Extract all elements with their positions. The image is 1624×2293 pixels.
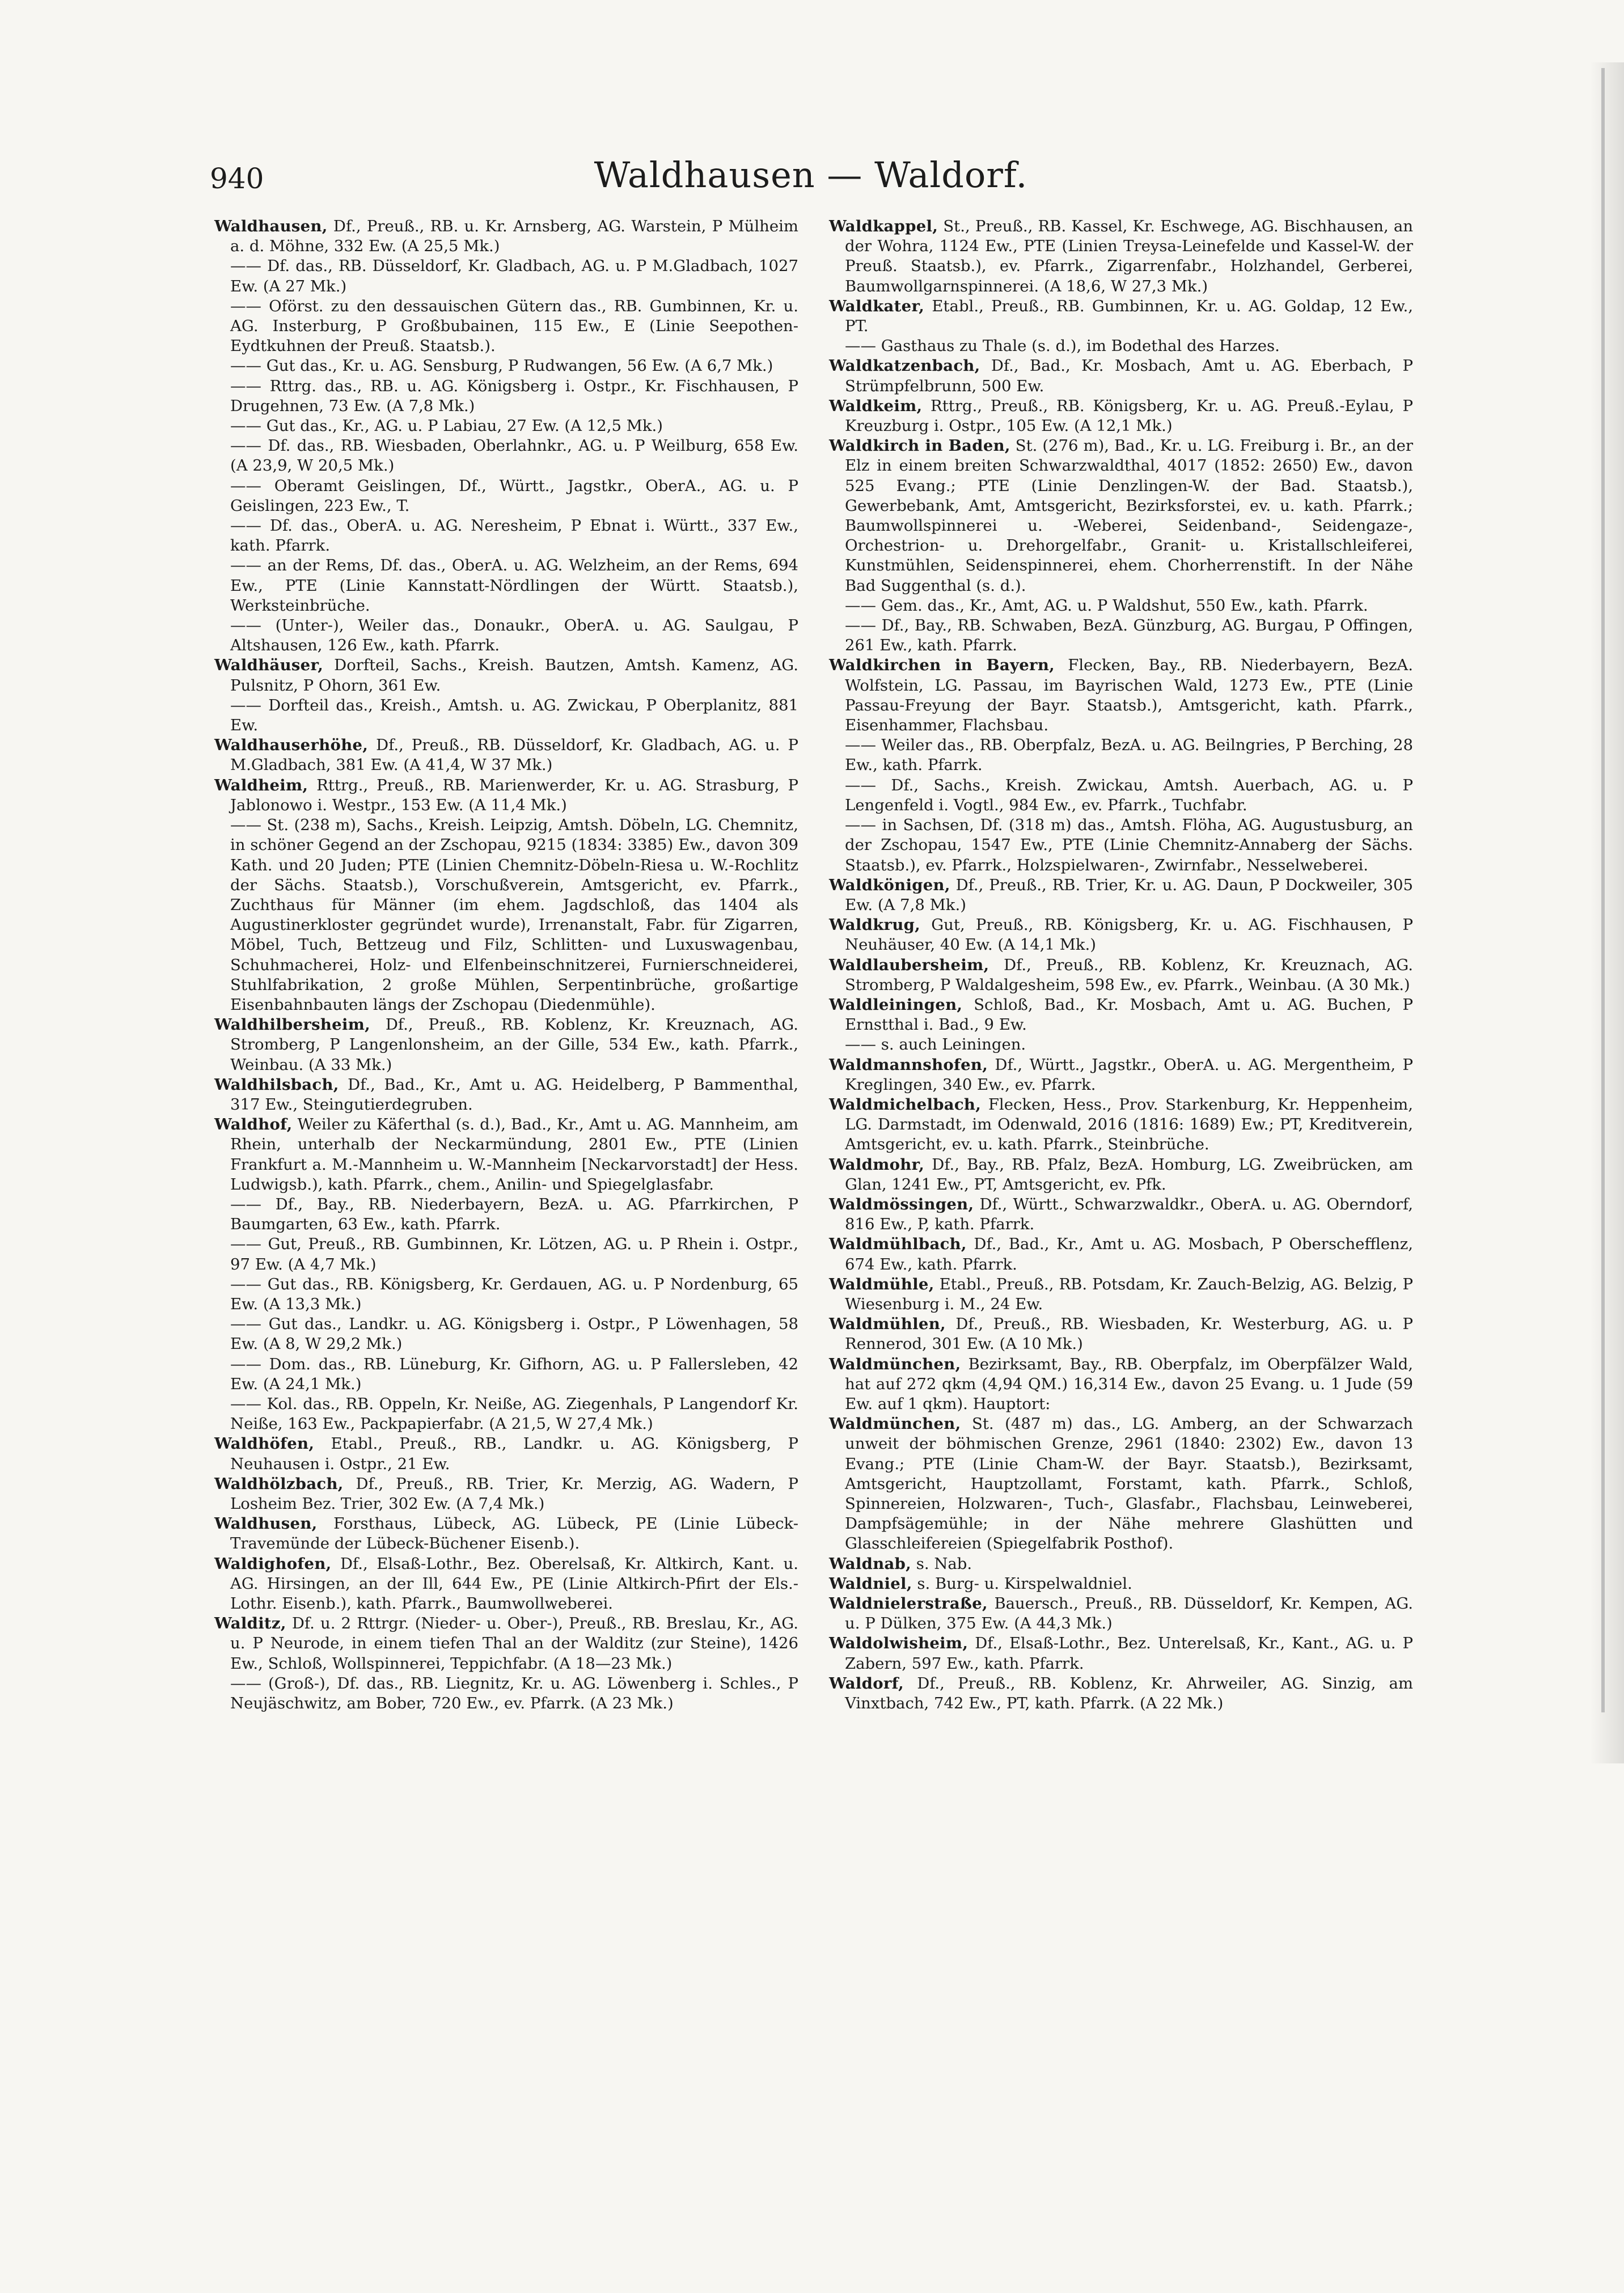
entry-headword: Waldhilbersheim,	[214, 1016, 370, 1034]
entry-headword: Waldmössingen,	[829, 1195, 974, 1213]
gazetteer-entry	[214, 735, 798, 775]
entry-text: —— Df. das., RB. Düsseldorf, Kr. Gladbach, AG. u. P M.Gladbach, 1027 Ew. (A 27 Mk.)	[230, 257, 798, 295]
entry-text: —— Oberamt Geislingen, Df., Württ., Jagstkr., OberA., AG. u. P Geislingen, 223 Ew., T.	[230, 476, 798, 515]
gazetteer-entry	[829, 1314, 1413, 1354]
entry-headword: Walditz,	[214, 1614, 286, 1633]
gazetteer-entry	[829, 596, 1413, 616]
entry-text: Etabl., Preuß., RB. Gumbinnen, Kr. u. AG. Goldap, 12 Ew., PT.	[845, 297, 1413, 336]
left-column	[214, 217, 798, 1714]
entry-headword: Waldighofen,	[214, 1554, 332, 1573]
entry-headword: Waldkrug,	[829, 916, 921, 934]
entry-text: —— Dorfteil das., Kreish., Amtsh. u. AG. Zwickau, P Oberplanitz, 881 Ew.	[230, 696, 798, 735]
entry-headword: Waldhof,	[214, 1115, 293, 1134]
entry-headword: Waldkater,	[829, 297, 925, 315]
gazetteer-entry	[214, 1614, 798, 1674]
gazetteer-entry	[214, 1674, 798, 1714]
entry-text: Forsthaus, Lübeck, AG. Lübeck, PE (Linie Lübeck-Travemünde der Lübeck-Büchener Eisenb.).	[230, 1514, 798, 1553]
entry-text: Df., Bay., RB. Pfalz, BezA. Homburg, LG. Zweibrücken, am Glan, 1241 Ew., PT, Amtsgericht, ev. Pfk.	[845, 1155, 1413, 1194]
entry-headword: Waldkeim,	[829, 396, 923, 415]
entry-headword: Waldhilsbach,	[214, 1075, 339, 1094]
entry-text: —— Df., Bay., RB. Schwaben, BezA. Günzburg, AG. Burgau, P Offingen, 261 Ew., kath. Pfarrk.	[845, 616, 1413, 655]
entry-headword: Waldkönigen,	[829, 875, 950, 894]
gazetteer-entry	[829, 1234, 1413, 1274]
entry-text: —— Kol. das., RB. Oppeln, Kr. Neiße, AG. Ziegenhals, P Langendorf Kr. Neiße, 163 Ew., Packpapierfabr. (A 21,5, W 27,4 Mk.)	[230, 1394, 798, 1433]
entry-headword: Waldlaubersheim,	[829, 955, 989, 974]
entry-text: St., Preuß., RB. Kassel, Kr. Eschwege, AG. Bischhausen, an der Wohra, 1124 Ew., PTE (Linien Treysa-Leinefelde und Kassel-W. der Preuß. Staatsb.), ev. Pfarrk., Zigarrenfabr., Holzhandel, Gerberei, Baumwollgarnspinnerei. (A 18,6, W 27,3 Mk.)	[845, 217, 1413, 295]
entry-headword: Waldmühlen,	[829, 1315, 946, 1334]
entry-text: Bauersch., Preuß., RB. Düsseldorf, Kr. Kempen, AG. u. P Dülken, 375 Ew. (A 44,3 Mk.)	[845, 1594, 1413, 1633]
text-columns	[214, 217, 1411, 2258]
gazetteer-entry	[214, 376, 798, 416]
entry-text: —— Gut, Preuß., RB. Gumbinnen, Kr. Lötzen, AG. u. P Rhein i. Ostpr., 97 Ew. (A 4,7 Mk.)	[230, 1235, 798, 1274]
entry-headword: Waldhäuser,	[214, 656, 324, 675]
entry-text: Df. u. 2 Rttrgr. (Nieder- u. Ober-), Preuß., RB. Breslau, Kr., AG. u. P Neurode, in einem tiefen Thal an der Walditz (zur Steine), 1426 Ew., Schloß, Wollspinnerei, Teppichfabr. (A 18—23 Mk.)	[230, 1614, 798, 1673]
entry-text: Schloß, Bad., Kr. Mosbach, Amt u. AG. Buchen, P Ernstthal i. Bad., 9 Ew.	[845, 995, 1413, 1034]
entry-text: —— Weiler das., RB. Oberpfalz, BezA. u. AG. Beilngries, P Berching, 28 Ew., kath. Pfarrk.	[845, 736, 1413, 775]
page-edge-line	[1601, 68, 1605, 1712]
gazetteer-entry	[214, 1554, 798, 1614]
entry-headword: Waldkappel,	[829, 217, 938, 235]
gazetteer-entry	[829, 336, 1413, 356]
gazetteer-entry	[829, 436, 1413, 596]
entry-text: Df., Bad., Kr. Mosbach, Amt u. AG. Eberbach, P Strümpfelbrunn, 500 Ew.	[845, 357, 1413, 395]
gazetteer-entry	[829, 1095, 1413, 1155]
gazetteer-entry	[829, 735, 1413, 775]
gazetteer-entry	[829, 1055, 1413, 1095]
entry-text: Df., Preuß., RB. Koblenz, Kr. Kreuznach, AG. Stromberg, P Waldalgesheim, 598 Ew., ev. Pfarrk., Weinbau. (A 30 Mk.)	[845, 955, 1413, 994]
gazetteer-entry	[829, 1275, 1413, 1314]
entry-headword: Waldnielerstraße,	[829, 1594, 988, 1613]
gazetteer-entry	[214, 1355, 798, 1394]
entry-text: Df., Bad., Kr., Amt u. AG. Heidelberg, P Bammenthal, 317 Ew., Steingutierdegruben.	[230, 1075, 798, 1114]
entry-text: —— Gut das., Kr. u. AG. Sensburg, P Rudwangen, 56 Ew. (A 6,7 Mk.)	[230, 357, 773, 375]
gazetteer-entry	[829, 1574, 1413, 1594]
gazetteer-entry	[214, 655, 798, 695]
page-edge-shadow	[1590, 62, 1624, 1763]
entry-text: Rttrg., Preuß., RB. Königsberg, Kr. u. AG. Preuß.-Eylau, P Kreuzburg i. Ostpr., 105 Ew. (A 12,1 Mk.)	[845, 396, 1413, 435]
entry-text: Df., Preuß., RB. Trier, Kr. u. AG. Daun, P Dockweiler, 305 Ew. (A 7,8 Mk.)	[845, 875, 1413, 914]
entry-text: —— Rttrg. das., RB. u. AG. Königsberg i. Ostpr., Kr. Fischhausen, P Drugehnen, 73 Ew. (A 7,8 Mk.)	[230, 376, 798, 415]
entry-text: Df., Preuß., RB. Koblenz, Kr. Ahrweiler, AG. Sinzig, am Vinxtbach, 742 Ew., PT, kath. Pfarrk. (A 22 Mk.)	[845, 1674, 1413, 1713]
right-column	[829, 217, 1413, 1714]
gazetteer-entry	[214, 1275, 798, 1314]
entry-text: Df., Preuß., RB. Wiesbaden, Kr. Westerburg, AG. u. P Rennerod, 301 Ew. (A 10 Mk.)	[845, 1315, 1413, 1353]
entry-text: Etabl., Preuß., RB. Potsdam, Kr. Zauch-Belzig, AG. Belzig, P Wiesenburg i. M., 24 Ew.	[845, 1275, 1413, 1313]
gazetteer-entry	[829, 1414, 1413, 1554]
gazetteer-entry	[829, 1035, 1413, 1055]
entry-text: Df., Preuß., RB. u. Kr. Arnsberg, AG. Warstein, P Mülheim a. d. Möhne, 332 Ew. (A 25,5 Mk.)	[230, 217, 798, 256]
entry-text: —— Gut das., Kr., AG. u. P Labiau, 27 Ew. (A 12,5 Mk.)	[230, 417, 663, 435]
entry-text: —— in Sachsen, Df. (318 m) das., Amtsh. Flöha, AG. Augustusburg, an der Zschopau, 1547 Ew., PTE (Linie Chemnitz-Annaberg der Sächs. Staatsb.), ev. Pfarrk., Holzspielwaren-, Zwirnfabr., Nesselweberei.	[845, 816, 1413, 874]
gazetteer-entry	[829, 1355, 1413, 1415]
gazetteer-entry	[214, 1474, 798, 1514]
entry-text: —— Df., Bay., RB. Niederbayern, BezA. u. AG. Pfarrkirchen, P Baumgarten, 63 Ew., kath. Pfarrk.	[230, 1195, 798, 1234]
entry-headword: Waldhölzbach,	[214, 1474, 344, 1493]
gazetteer-entry	[829, 655, 1413, 735]
gazetteer-entry	[214, 696, 798, 735]
entry-headword: Waldkatzenbach,	[829, 357, 980, 375]
entry-text: —— Df., Sachs., Kreish. Zwickau, Amtsh. Auerbach, AG. u. P Lengenfeld i. Vogtl., 984 Ew., ev. Pfarrk., Tuchfabr.	[845, 776, 1413, 814]
entry-text: —— (Groß-), Df. das., RB. Liegnitz, Kr. u. AG. Löwenberg i. Schles., P Neujäschwitz, am Bober, 720 Ew., ev. Pfarrk. (A 23 Mk.)	[230, 1674, 798, 1713]
page-number: 940	[210, 162, 264, 195]
entry-headword: Waldmannshofen,	[829, 1055, 988, 1074]
entry-text: Df., Preuß., RB. Düsseldorf, Kr. Gladbach, AG. u. P M.Gladbach, 381 Ew. (A 41,4, W 37 Mk.)	[230, 736, 798, 775]
running-title: Waldhausen — Waldorf.	[594, 154, 1028, 196]
entry-headword: Waldorf,	[829, 1674, 904, 1693]
gazetteer-entry	[214, 1115, 798, 1195]
gazetteer-entry	[829, 955, 1413, 995]
entry-text: Flecken, Hess., Prov. Starkenburg, Kr. Heppenheim, LG. Darmstadt, im Odenwald, 2016 (1816: 1689) Ew.; PT, Kreditverein, Amtsgericht, ev. u. kath. Pfarrk., Steinbrüche.	[845, 1095, 1413, 1154]
gazetteer-entry	[214, 1195, 798, 1234]
entry-text: Df., Bad., Kr., Amt u. AG. Mosbach, P Oberschefflenz, 674 Ew., kath. Pfarrk.	[845, 1235, 1413, 1274]
entry-text: —— Dom. das., RB. Lüneburg, Kr. Gifhorn, AG. u. P Fallersleben, 42 Ew. (A 24,1 Mk.)	[230, 1355, 798, 1393]
gazetteer-entry	[214, 256, 798, 296]
gazetteer-entry	[214, 356, 798, 376]
entry-text: Flecken, Bay., RB. Niederbayern, BezA. Wolfstein, LG. Passau, im Bayrischen Wald, 1273 Ew., PTE (Linie Passau-Freyung der Bayr. Staatsb.), Amtsgericht, kath. Pfarrk., Eisenhammer, Flachsbau.	[845, 656, 1413, 735]
entry-headword: Waldmühle,	[829, 1275, 934, 1293]
gazetteer-entry	[829, 1155, 1413, 1195]
gazetteer-entry	[829, 396, 1413, 436]
entry-headword: Waldmünchen,	[829, 1355, 961, 1373]
entry-headword: Waldhauserhöhe,	[214, 736, 369, 755]
gazetteer-entry	[214, 1075, 798, 1115]
entry-text: Bezirksamt, Bay., RB. Oberpfalz, im Oberpfälzer Wald, hat auf 272 qkm (4,94 QM.) 16,314 Ew., davon 25 Evang. u. 1 Jude (59 Ew. auf 1 qkm). Hauptort:	[845, 1355, 1413, 1413]
entry-text: Etabl., Preuß., RB., Landkr. u. AG. Königsberg, P Neuhausen i. Ostpr., 21 Ew.	[230, 1435, 798, 1473]
gazetteer-entry	[214, 1434, 798, 1474]
entry-text: Df., Elsaß-Lothr., Bez. Oberelsaß, Kr. Altkirch, Kant. u. AG. Hirsingen, an der Ill, 644 Ew., PE (Linie Altkirch-Pfirt der Els.-Lothr. Eisenb.), kath. Pfarrk., Baumwollweberei.	[230, 1554, 798, 1613]
gazetteer-entry	[214, 516, 798, 556]
gazetteer-entry	[829, 1195, 1413, 1234]
gazetteer-entry	[829, 915, 1413, 955]
entry-text: —— Gem. das., Kr., Amt, AG. u. P Waldshut, 550 Ew., kath. Pfarrk.	[845, 596, 1368, 615]
gazetteer-entry	[829, 217, 1413, 297]
entry-text: —— an der Rems, Df. das., OberA. u. AG. Welzheim, an der Rems, 694 Ew., PTE (Linie Kannstatt-Nördlingen der Württ. Staatsb.), Werksteinbrüche.	[230, 556, 798, 615]
entry-headword: Waldmünchen,	[829, 1415, 961, 1433]
entry-text: —— Gasthaus zu Thale (s. d.), im Bodethal des Harzes.	[845, 337, 1280, 356]
gazetteer-entry	[829, 995, 1413, 1035]
entry-text: s. Burg- u. Kirspelwaldniel.	[912, 1574, 1132, 1593]
gazetteer-entry	[214, 217, 798, 256]
entry-text: Df., Württ., Jagstkr., OberA. u. AG. Mergentheim, P Kreglingen, 340 Ew., ev. Pfarrk.	[845, 1055, 1413, 1094]
entry-headword: Waldheim,	[214, 776, 308, 794]
entry-text: —— Gut das., Landkr. u. AG. Königsberg i. Ostpr., P Löwenhagen, 58 Ew. (A 8, W 29,2 Mk.)	[230, 1315, 798, 1353]
entry-text: —— (Unter-), Weiler das., Donaukr., OberA. u. AG. Saulgau, P Altshausen, 126 Ew., kath. Pfarrk.	[230, 616, 798, 655]
entry-text: —— Df. das., RB. Wiesbaden, Oberlahnkr., AG. u. P Weilburg, 658 Ew. (A 23,9, W 20,5 Mk.)	[230, 437, 798, 475]
entry-headword: Waldhusen,	[214, 1514, 318, 1533]
entry-headword: Waldmühlbach,	[829, 1235, 967, 1254]
entry-text: St. (487 m) das., LG. Amberg, an der Schwarzach unweit der böhmischen Grenze, 2961 (1840: 2302) Ew., davon 13 Evang.; PTE (Linie Cham-W. der Bayr. Staatsb.), Bezirksamt, Amtsgericht, Hauptzollamt, Forstamt, kath. Pfarrk., Schloß, Spinnereien, Holzwaren-, Tuch-, Glasfabr., Flachsbau, Leinweberei, Dampfsägemühle; in der Nähe mehrere Glashütten und Glasschleifereien (Spiegelfabrik Posthof).	[845, 1415, 1413, 1553]
entry-text: —— Df. das., OberA. u. AG. Neresheim, P Ebnat i. Württ., 337 Ew., kath. Pfarrk.	[230, 517, 798, 555]
gazetteer-entry	[829, 297, 1413, 336]
gazetteer-entry	[829, 815, 1413, 875]
entry-text: —— Gut das., RB. Königsberg, Kr. Gerdauen, AG. u. P Nordenburg, 65 Ew. (A 13,3 Mk.)	[230, 1275, 798, 1313]
gazetteer-entry	[214, 815, 798, 1015]
gazetteer-entry	[214, 436, 798, 476]
entry-text: Rttrg., Preuß., RB. Marienwerder, Kr. u. AG. Strasburg, P Jablonowo i. Westpr., 153 Ew. (A 11,4 Mk.)	[230, 776, 798, 814]
entry-text: —— Oförst. zu den dessauischen Gütern das., RB. Gumbinnen, Kr. u. AG. Insterburg, P Großbubainen, 115 Ew., E (Linie Seepothen-Eydtkuhnen der Preuß. Staatsb.).	[230, 297, 798, 356]
entry-headword: Waldolwisheim,	[829, 1634, 969, 1653]
entry-text: Df., Preuß., RB. Koblenz, Kr. Kreuznach, AG. Stromberg, P Langenlonsheim, an der Gille, 534 Ew., kath. Pfarrk., Weinbau. (A 33 Mk.)	[230, 1016, 798, 1074]
entry-headword: Waldhausen,	[214, 217, 328, 235]
entry-headword: Waldmichelbach,	[829, 1095, 982, 1114]
gazetteer-entry	[214, 776, 798, 815]
gazetteer-entry	[829, 1674, 1413, 1714]
gazetteer-entry	[214, 616, 798, 655]
entry-text: Df., Württ., Schwarzwaldkr., OberA. u. AG. Oberndorf, 816 Ew., P, kath. Pfarrk.	[845, 1195, 1413, 1234]
gazetteer-entry	[214, 476, 798, 516]
entry-headword: Waldmohr,	[829, 1155, 925, 1174]
gazetteer-entry	[829, 356, 1413, 396]
gazetteer-entry	[214, 297, 798, 357]
gazetteer-entry	[214, 556, 798, 616]
entry-text: —— St. (238 m), Sachs., Kreish. Leipzig, Amtsh. Döbeln, LG. Chemnitz, in schöner Gegend an der Zschopau, 9215 (1834: 3385) Ew., davon 309 Kath. und 20 Juden; PTE (Linien Chemnitz-Döbeln-Riesa u. W.-Rochlitz der Sächs. Staatsb.), Vorschußverein, Amtsgericht, ev. Pfarrk., Zuchthaus für Männer (im ehem. Jagdschloß, das 1404 als Augustinerkloster gegründet wurde), Irrenanstalt, Fabr. für Zigarren, Möbel, Tuch, Bettzeug und Filz, Schlitten- und Luxuswagenbau, Schuhmacherei, Holz- und Elfenbeinschnitzerei, Furnierschneiderei, Stuhlfabrikation, 2 große Mühlen, Serpentinbrüche, großartige Eisenbahnbauten längs der Zschopau (Diedenmühle).	[230, 816, 798, 1014]
entry-headword: Waldhöfen,	[214, 1435, 315, 1453]
gazetteer-entry	[829, 1554, 1413, 1574]
gazetteer-entry	[214, 1234, 798, 1274]
entry-headword: Waldnab,	[829, 1554, 912, 1573]
gazetteer-entry	[829, 776, 1413, 815]
entry-text: Df., Elsaß-Lothr., Bez. Unterelsaß, Kr., Kant., AG. u. P Zabern, 597 Ew., kath. Pfarrk.	[845, 1634, 1413, 1673]
gazetteer-entry	[829, 616, 1413, 655]
gazetteer-entry	[829, 1594, 1413, 1634]
gazetteer-entry	[214, 1314, 798, 1354]
page-header	[210, 154, 1412, 205]
entry-text: s. Nab.	[911, 1554, 972, 1573]
entry-text: Weiler zu Käferthal (s. d.), Bad., Kr., Amt u. AG. Mannheim, am Rhein, unterhalb der Neckarmündung, 2801 Ew., PTE (Linien Frankfurt a. M.-Mannheim u. W.-Mannheim [Neckarvorstadt] der Hess. Ludwigsb.), kath. Pfarrk., chem., Anilin- und Spiegelglasfabr.	[230, 1115, 798, 1194]
entry-text: Gut, Preuß., RB. Königsberg, Kr. u. AG. Fischhausen, P Neuhäuser, 40 Ew. (A 14,1 Mk.)	[845, 916, 1413, 954]
gazetteer-entry	[829, 875, 1413, 915]
gazetteer-entry	[214, 1015, 798, 1075]
gazetteer-entry	[214, 416, 798, 436]
entry-headword: Waldkirch in Baden,	[829, 437, 1010, 455]
gazetteer-entry	[829, 1634, 1413, 1673]
gazetteer-entry	[214, 1514, 798, 1554]
entry-text: St. (276 m), Bad., Kr. u. LG. Freiburg i. Br., an der Elz in einem breiten Schwarzwaldthal, 4017 (1852: 2650) Ew., davon 525 Evang.; PTE (Linie Denzlingen-W. der Bad. Staatsb.), Gewerbebank, Amt, Amtsgericht, Bezirksforstei, ev. u. kath. Pfarrk.; Baumwollspinnerei u. -Weberei, Seidenband-, Seidengaze-, Orchestrion- u. Drehorgelfabr., Granit- u. Kristallschleiferei, Kunstmühlen, Seidenspinnerei, ehem. Chorherrenstift. In der Nähe Bad Suggenthal (s. d.).	[845, 437, 1413, 595]
entry-text: Dorfteil, Sachs., Kreish. Bautzen, Amtsh. Kamenz, AG. Pulsnitz, P Ohorn, 361 Ew.	[230, 656, 798, 695]
entry-headword: Waldleiningen,	[829, 995, 963, 1014]
entry-headword: Waldkirchen in Bayern,	[829, 656, 1055, 675]
gazetteer-entry	[214, 1394, 798, 1434]
entry-text: —— s. auch Leiningen.	[845, 1035, 1026, 1054]
entry-headword: Waldniel,	[829, 1574, 912, 1593]
entry-text: Df., Preuß., RB. Trier, Kr. Merzig, AG. Wadern, P Losheim Bez. Trier, 302 Ew. (A 7,4 Mk.)	[230, 1474, 798, 1513]
